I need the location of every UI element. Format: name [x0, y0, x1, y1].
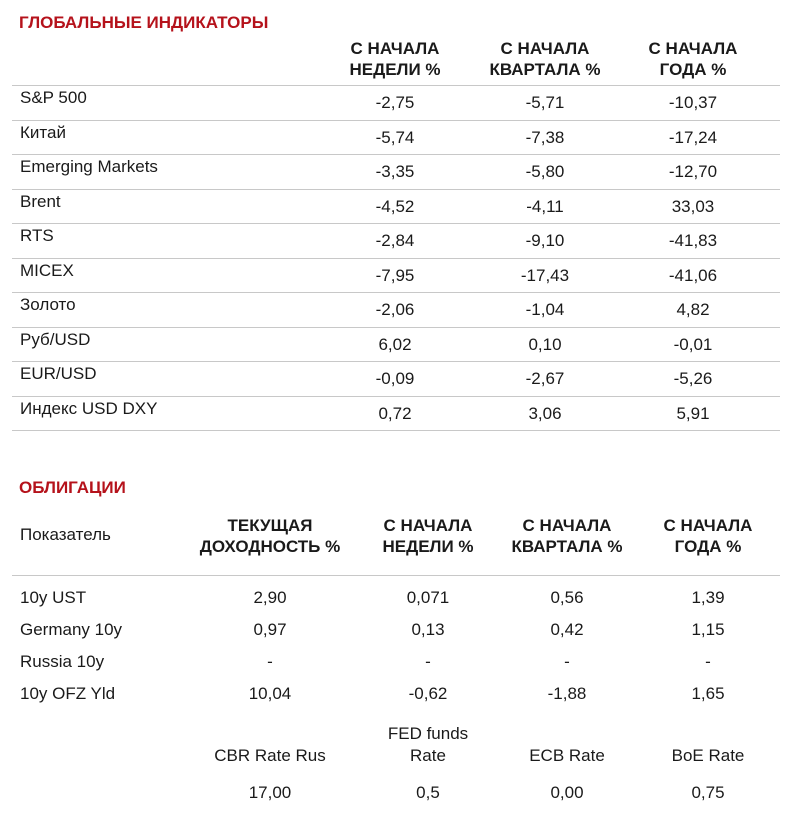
- row-divider: [12, 85, 780, 86]
- table-cell-quarter: -17,43: [520, 266, 570, 285]
- rate-header-fed-line2: Rate: [410, 746, 446, 765]
- table-cell-week: -5,74: [375, 128, 415, 147]
- table-cell-week: -4,52: [375, 197, 415, 216]
- table-cell-year: 5,91: [676, 404, 710, 423]
- bond-cell-yield: -: [267, 652, 273, 671]
- table-cell-week: -2,84: [375, 231, 415, 250]
- table-cell-week: 0,72: [378, 404, 412, 423]
- bond-cell-quarter: 0,42: [550, 620, 584, 639]
- bonds-label-header: Показатель: [20, 525, 111, 544]
- header-week-line1: С НАЧАЛА: [350, 39, 440, 58]
- row-divider: [12, 396, 780, 397]
- bonds-title: ОБЛИГАЦИИ: [19, 478, 126, 497]
- bond-cell-week: 0,13: [411, 620, 445, 639]
- bond-row-label: 10y UST: [20, 588, 87, 607]
- table-cell-year: -41,83: [668, 231, 718, 250]
- row-divider: [12, 258, 780, 259]
- bonds-header-year-line1: С НАЧАЛА: [663, 516, 753, 535]
- table-cell-quarter: 0,10: [528, 335, 562, 354]
- header-week: [335, 38, 455, 80]
- row-divider: [12, 361, 780, 362]
- bonds-header-divider: [12, 575, 780, 576]
- row-divider: [12, 189, 780, 190]
- bonds-header-year: [648, 515, 768, 557]
- table-row-label: S&P 500: [20, 88, 87, 107]
- table-cell-week: -3,35: [375, 162, 415, 181]
- row-divider: [12, 292, 780, 293]
- bond-cell-quarter: -1,88: [547, 684, 587, 703]
- rate-value-fed: 0,5: [416, 783, 440, 802]
- rate-value-cbr: 17,00: [248, 783, 292, 802]
- row-divider: [12, 223, 780, 224]
- rate-header-ecb: [502, 745, 632, 767]
- table-cell-quarter: -1,04: [525, 300, 565, 319]
- table-row-label: MICEX: [20, 261, 74, 280]
- table-cell-quarter: -5,80: [525, 162, 565, 181]
- bond-cell-week: -: [425, 652, 431, 671]
- table-row-label: EUR/USD: [20, 364, 97, 383]
- table-row-label: Золото: [20, 295, 76, 314]
- header-week-line2: НЕДЕЛИ %: [349, 60, 441, 79]
- header-quarter-line2: КВАРТАЛА %: [489, 60, 601, 79]
- table-cell-year: -10,37: [668, 93, 718, 112]
- rate-header-boe-line1: BoE Rate: [671, 746, 745, 765]
- bond-cell-yield: 10,04: [248, 684, 292, 703]
- table-row-label: Китай: [20, 123, 66, 142]
- table-cell-week: 6,02: [378, 335, 412, 354]
- bonds-header-quarter-line1: С НАЧАЛА: [522, 516, 612, 535]
- rate-header-fed: [368, 723, 488, 767]
- global-indicators-title: ГЛОБАЛЬНЫЕ ИНДИКАТОРЫ: [19, 13, 269, 32]
- bond-row-label: Russia 10y: [20, 652, 105, 671]
- table-cell-week: -2,06: [375, 300, 415, 319]
- bond-cell-year: 1,15: [691, 620, 725, 639]
- bond-cell-year: 1,65: [691, 684, 725, 703]
- rate-header-cbr-line1: CBR Rate Rus: [214, 746, 326, 765]
- bonds-header-yield: [195, 515, 345, 557]
- table-cell-year: 33,03: [671, 197, 715, 216]
- header-quarter-line1: С НАЧАЛА: [500, 39, 590, 58]
- bonds-header-yield-line1: ТЕКУЩАЯ: [227, 516, 313, 535]
- table-row-label: Руб/USD: [20, 330, 91, 349]
- row-divider: [12, 154, 780, 155]
- table-row-label: RTS: [20, 226, 54, 245]
- table-bottom-divider: [12, 430, 780, 431]
- table-cell-quarter: -5,71: [525, 93, 565, 112]
- table-row-label: Emerging Markets: [20, 157, 158, 176]
- bond-cell-year: -: [705, 652, 711, 671]
- table-cell-quarter: -9,10: [525, 231, 565, 250]
- bonds-header-week: [368, 515, 488, 557]
- table-cell-quarter: 3,06: [528, 404, 562, 423]
- rate-value-ecb: 0,00: [550, 783, 584, 802]
- bond-cell-yield: 0,97: [253, 620, 287, 639]
- bond-cell-quarter: -: [564, 652, 570, 671]
- table-cell-quarter: -7,38: [525, 128, 565, 147]
- bonds-header-year-line2: ГОДА %: [674, 537, 742, 556]
- bond-cell-quarter: 0,56: [550, 588, 584, 607]
- bond-row-label: Germany 10y: [20, 620, 123, 639]
- table-cell-week: -2,75: [375, 93, 415, 112]
- table-cell-year: -12,70: [668, 162, 718, 181]
- bonds-header-yield-line2: ДОХОДНОСТЬ %: [199, 537, 341, 556]
- header-year-line1: С НАЧАЛА: [648, 39, 738, 58]
- table-cell-year: -17,24: [668, 128, 718, 147]
- row-divider: [12, 327, 780, 328]
- table-cell-year: 4,82: [676, 300, 710, 319]
- rate-value-boe: 0,75: [691, 783, 725, 802]
- rate-header-fed-line1: FED funds: [387, 724, 469, 743]
- rate-header-cbr: [195, 745, 345, 767]
- header-year: [633, 38, 753, 80]
- bond-cell-year: 1,39: [691, 588, 725, 607]
- table-cell-year: -41,06: [668, 266, 718, 285]
- bond-cell-week: 0,071: [406, 588, 450, 607]
- bond-row-label: 10y OFZ Yld: [20, 684, 116, 703]
- table-cell-week: -0,09: [375, 369, 415, 388]
- bond-cell-yield: 2,90: [253, 588, 287, 607]
- header-year-line2: ГОДА %: [659, 60, 727, 79]
- table-row-label: Индекс USD DXY: [20, 399, 158, 418]
- table-cell-week: -7,95: [375, 266, 415, 285]
- rate-header-boe: [648, 745, 768, 767]
- bonds-header-week-line2: НЕДЕЛИ %: [382, 537, 474, 556]
- header-quarter: [480, 38, 610, 80]
- table-cell-quarter: -2,67: [525, 369, 565, 388]
- rate-header-ecb-line1: ECB Rate: [529, 746, 605, 765]
- bonds-header-week-line1: С НАЧАЛА: [383, 516, 473, 535]
- bond-cell-week: -0,62: [408, 684, 448, 703]
- table-cell-quarter: -4,11: [526, 197, 564, 216]
- table-cell-year: -5,26: [673, 369, 713, 388]
- bonds-header-quarter-line2: КВАРТАЛА %: [511, 537, 623, 556]
- row-divider: [12, 120, 780, 121]
- table-row-label: Brent: [20, 192, 61, 211]
- table-cell-year: -0,01: [673, 335, 713, 354]
- bonds-header-quarter: [502, 515, 632, 557]
